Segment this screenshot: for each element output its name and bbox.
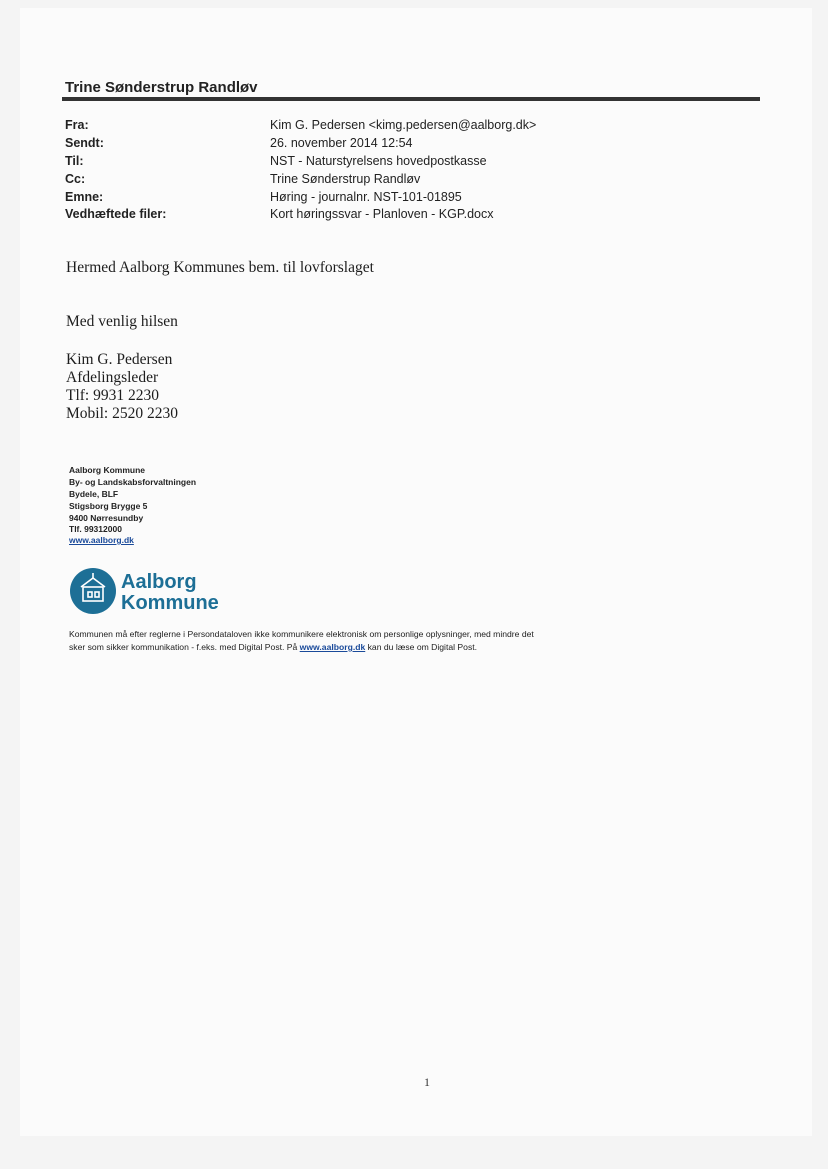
sig-phone: Tlf. 99312000 — [69, 524, 122, 534]
logo-text-aalborg: Aalborg — [121, 571, 197, 593]
sender-name: Trine Sønderstrup Randløv — [65, 79, 258, 96]
cc-value: Trine Sønderstrup Randløv — [270, 172, 421, 186]
greeting: Med venlig hilsen — [66, 313, 178, 330]
sig-city: 9400 Nørresundby — [69, 513, 144, 523]
header-rule — [62, 97, 760, 101]
sent-value: 26. november 2014 12:54 — [270, 136, 413, 150]
sig-org: Aalborg Kommune — [69, 465, 146, 475]
signer-mobile: Mobil: 2520 2230 — [66, 405, 178, 422]
website-link[interactable]: www.aalborg.dk — [69, 535, 134, 545]
disclaimer-text-pre: sker som sikker kommunikation - f.eks. med Digital Post. På — [69, 642, 300, 652]
page-number: 1 — [424, 1075, 430, 1089]
signer-name: Kim G. Pedersen — [66, 351, 173, 368]
sent-label: Sendt: — [65, 136, 104, 150]
disclaimer-link[interactable]: www.aalborg.dk — [299, 642, 366, 652]
to-value: NST - Naturstyrelsens hovedpostkasse — [270, 154, 487, 168]
signer-title: Afdelingsleder — [66, 369, 159, 386]
subject-label: Emne: — [65, 190, 104, 204]
sig-unit: Bydele, BLF — [69, 489, 119, 499]
disclaimer-line-1: Kommunen må efter reglerne i Persondataloven ikke kommunikere elektronisk om personlige oplysninger, med mindre det — [69, 629, 534, 639]
disclaimer-line-2 — [69, 642, 477, 652]
logo-text-kommune: Kommune — [121, 592, 219, 614]
from-label: Fra: — [65, 118, 89, 132]
attachments-value: Kort høringssvar - Planloven - KGP.docx — [270, 207, 494, 221]
disclaimer-text-post: kan du læse om Digital Post. — [365, 642, 478, 652]
body-line: Hermed Aalborg Kommunes bem. til lovforslaget — [66, 259, 374, 276]
attachments-label: Vedhæftede filer: — [65, 207, 167, 221]
cc-label: Cc: — [65, 172, 86, 186]
from-value: Kim G. Pedersen <kimg.pedersen@aalborg.dk> — [270, 118, 537, 132]
signer-phone: Tlf: 9931 2230 — [66, 387, 159, 404]
to-label: Til: — [65, 154, 84, 168]
sig-dept: By- og Landskabsforvaltningen — [69, 477, 197, 487]
subject-value: Høring - journalnr. NST-101-01895 — [270, 190, 462, 204]
sig-street: Stigsborg Brygge 5 — [69, 501, 148, 511]
aalborg-logo — [69, 566, 229, 616]
